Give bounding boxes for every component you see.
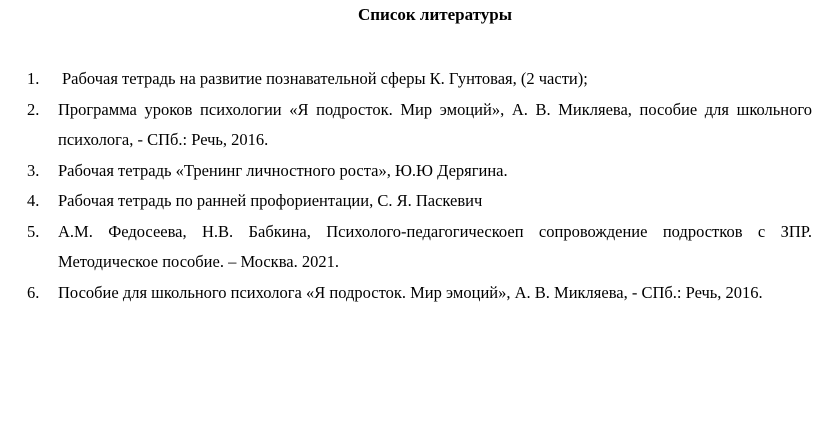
list-item — [0, 217, 816, 278]
list-item — [0, 156, 816, 187]
list-item-text: Рабочая тетрадь «Тренинг личностного роста», Ю.Ю Дерягина. — [58, 160, 508, 180]
list-item-number: 3. — [27, 160, 40, 180]
list-item-text: Рабочая тетрадь по ранней профориентации, С. Я. Паскевич — [58, 191, 483, 210]
list-item — [0, 278, 816, 309]
list-item-number: 5. — [27, 221, 40, 241]
list-item-text: Программа уроков психологии «Я подросток. Мир эмоций», А. В. Микляева, пособие для школьного психолога, - СПб.: Речь, 2016. — [58, 99, 812, 149]
list-item-number: 4. — [27, 191, 40, 210]
page-title: Список литературы — [357, 5, 513, 24]
list-item-number: 2. — [27, 99, 40, 119]
list-item — [0, 64, 816, 95]
list-item-number: 6. — [27, 282, 40, 302]
list-item — [0, 95, 816, 156]
list-item-number: 1. — [27, 69, 40, 88]
list-item-text: А.М. Федосеева, Н.В. Бабкина, Психолого-педагогическоеп сопровождение подростков с ЗПР. Методическое пособие. – Москва. 2021. — [58, 221, 812, 271]
list-item-text: Пособие для школьного психолога «Я подросток. Мир эмоций», А. В. Микляева, - СПб.: Речь, 2016. — [58, 282, 763, 302]
list-item — [0, 186, 816, 217]
list-item-text: Рабочая тетрадь на развитие познавательной сферы К. Гунтовая, (2 части); — [62, 69, 588, 88]
bibliography-list — [0, 64, 816, 308]
